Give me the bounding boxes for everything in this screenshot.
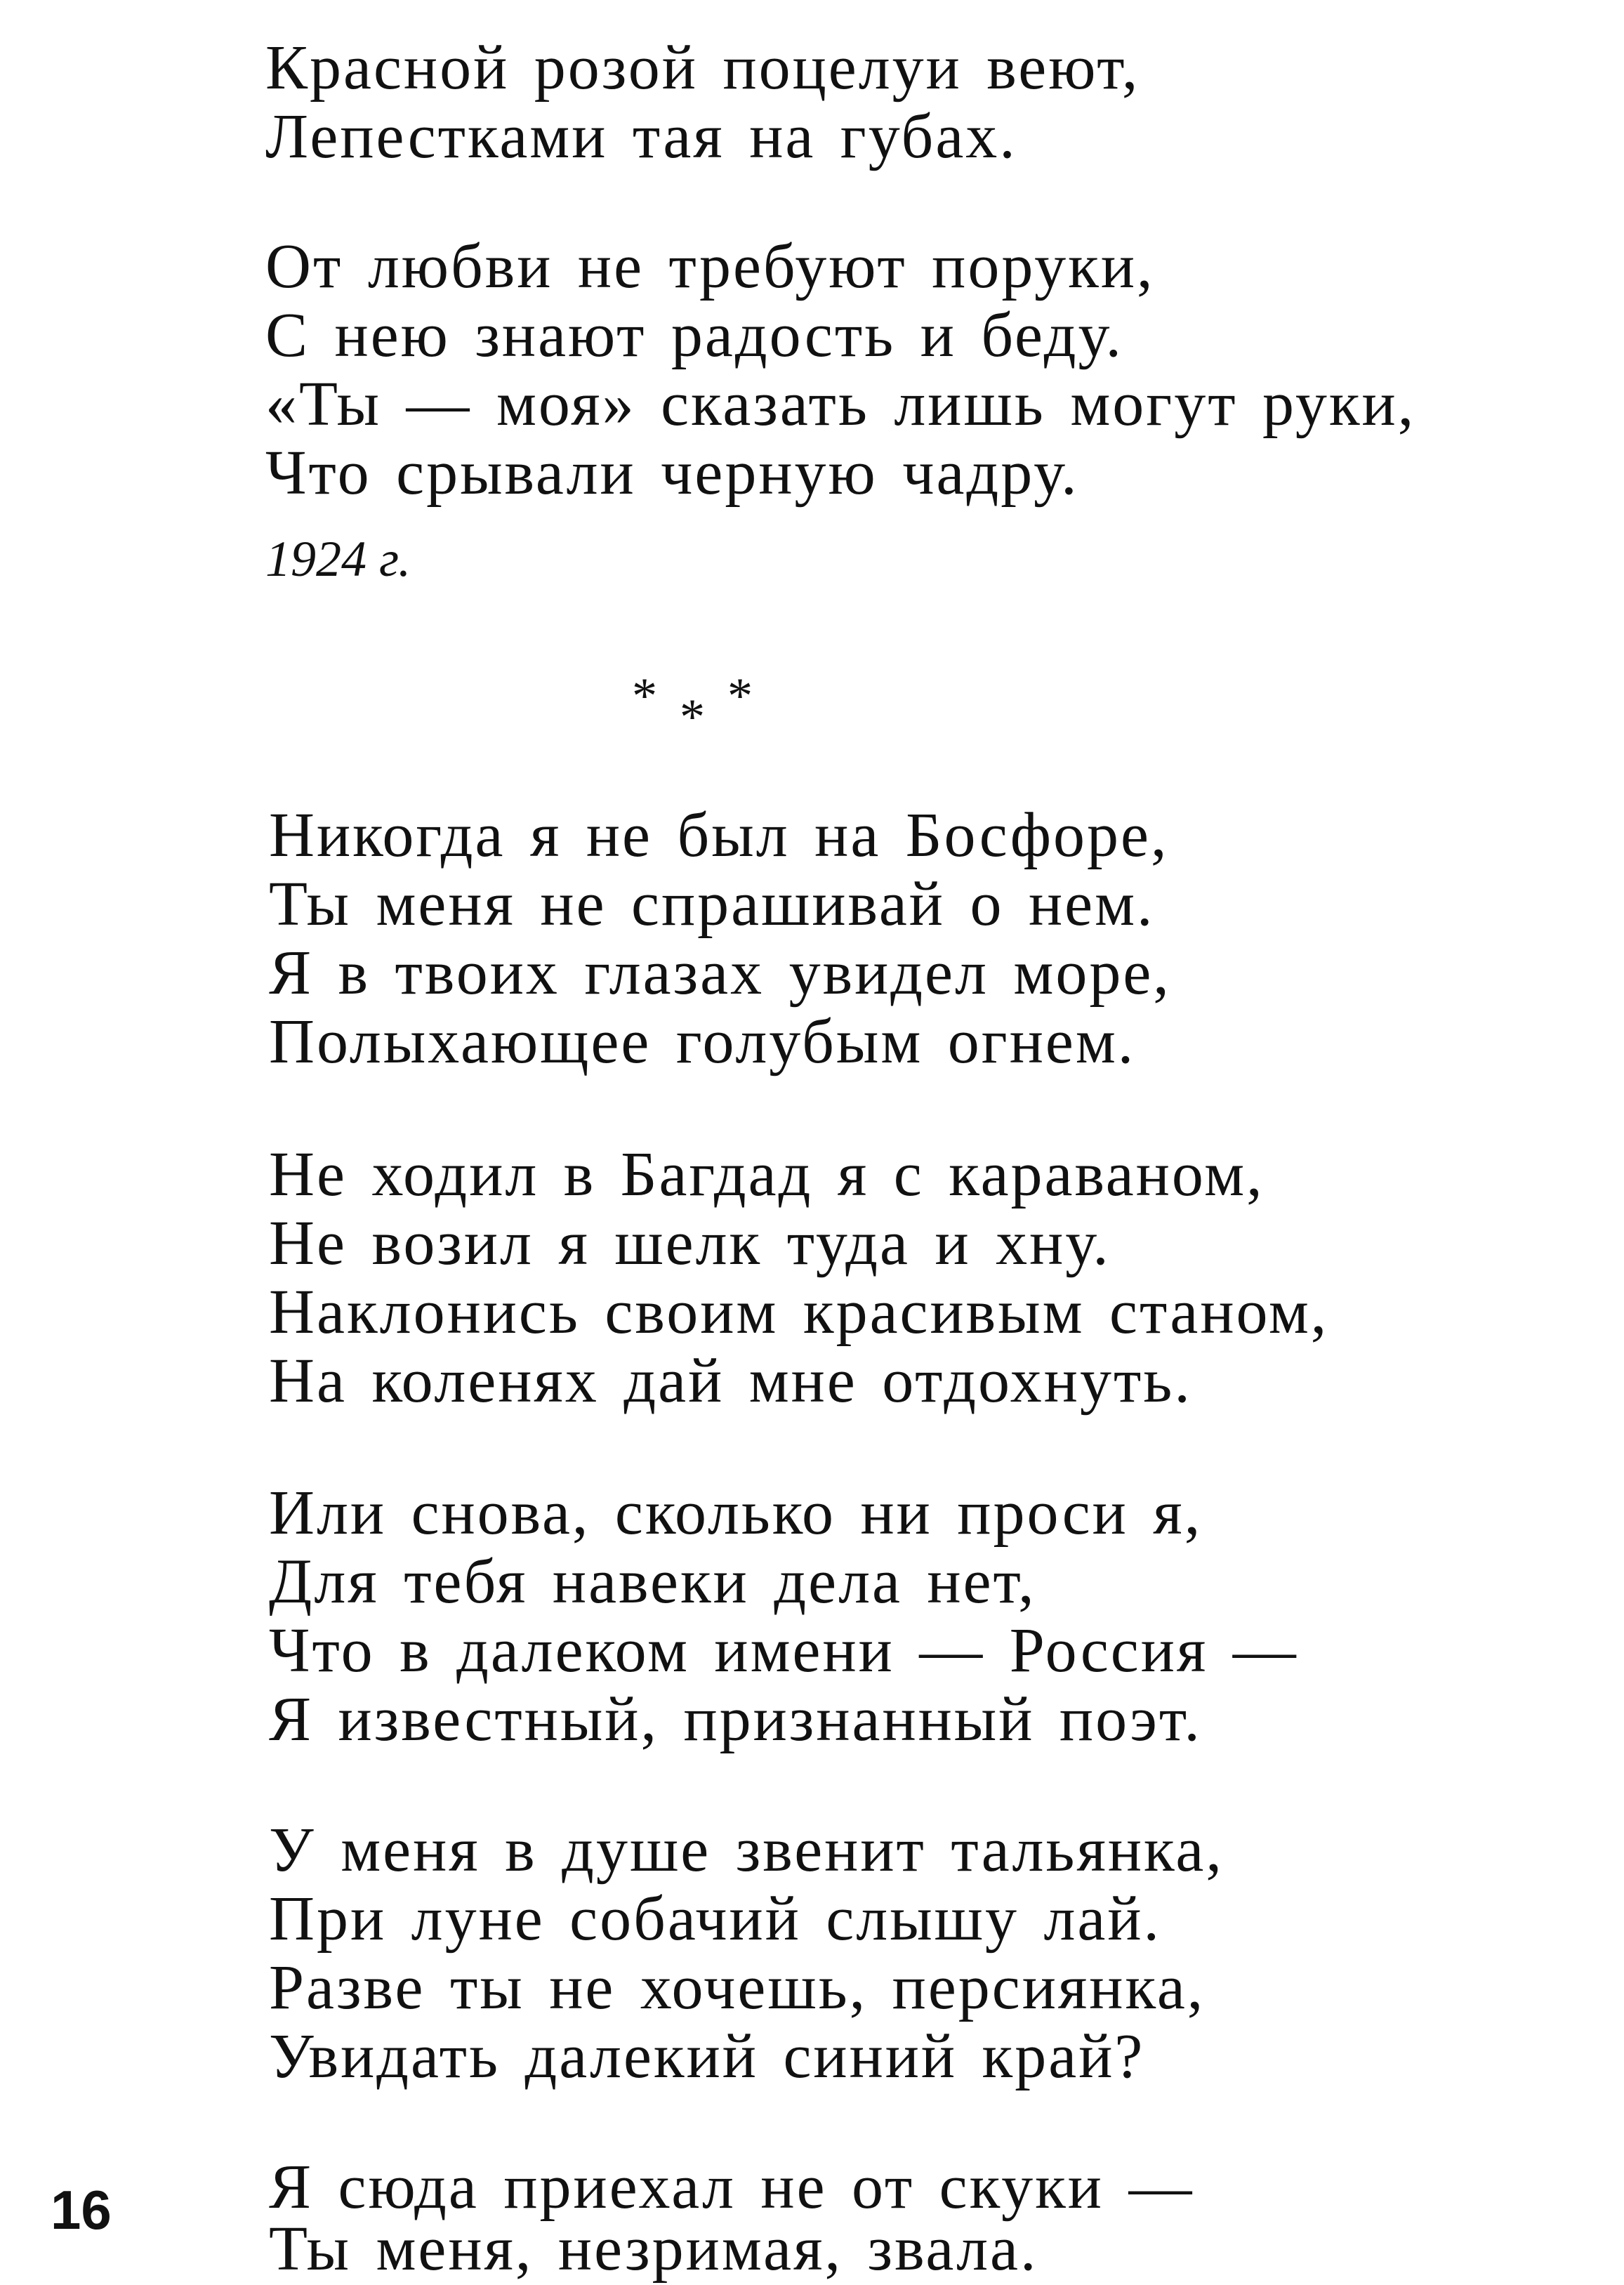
poem2-line: Никогда я не был на Босфоре,: [269, 801, 1169, 870]
poem2-line: Разве ты не хочешь, персиянка,: [269, 1953, 1206, 2022]
asterism-star: *: [632, 668, 657, 724]
page-number: 16: [51, 2179, 112, 2241]
poem1-line: «Ты — моя» сказать лишь могут руки,: [265, 369, 1416, 439]
poem2-line: На коленях дай мне отдохнуть.: [269, 1346, 1192, 1416]
poem2-line: Для тебя навеки дела нет,: [269, 1547, 1036, 1616]
poem2-line: Или снова, сколько ни проси я,: [269, 1478, 1203, 1548]
poem2-line: Что в далеком имени — Россия —: [269, 1616, 1298, 1685]
asterism-star: *: [680, 689, 705, 745]
poem1-line: Лепестками тая на губах.: [265, 102, 1017, 171]
asterism-star: *: [727, 668, 753, 724]
poem1-line: Что срывали черную чадру.: [265, 438, 1079, 508]
poem2-line: Я в твоих глазах увидел море,: [269, 938, 1171, 1008]
poem2-line: Не возил я шелк туда и хну.: [269, 1209, 1111, 1278]
poem1-line: С нею знают радость и беду.: [265, 301, 1124, 370]
poem2-line: Ты меня не спрашивай о нем.: [269, 869, 1155, 939]
poem2-line: Увидать далекий синий край?: [269, 2022, 1145, 2091]
poem2-line: Полыхающее голубым огнем.: [269, 1007, 1136, 1076]
poem2-line: Наклонись своим красивым станом,: [269, 1277, 1329, 1347]
poem2-line: При луне собачий слышу лай.: [269, 1884, 1162, 1954]
poem2-line: Ты меня, незримая, звала.: [269, 2214, 1038, 2284]
poem2-line: У меня в душе звенит тальянка,: [269, 1815, 1224, 1885]
poem2-line: Я известный, признанный поэт.: [269, 1685, 1202, 1754]
poem1-line: От любви не требуют поруки,: [265, 232, 1155, 301]
poem2-line: Я сюда приехал не от скуки —: [269, 2152, 1194, 2222]
poem1-line: Красной розой поцелуи веют,: [265, 33, 1140, 103]
poem2-line: Не ходил в Багдад я с караваном,: [269, 1140, 1265, 1209]
poem-date: 1924 г.: [265, 531, 411, 587]
